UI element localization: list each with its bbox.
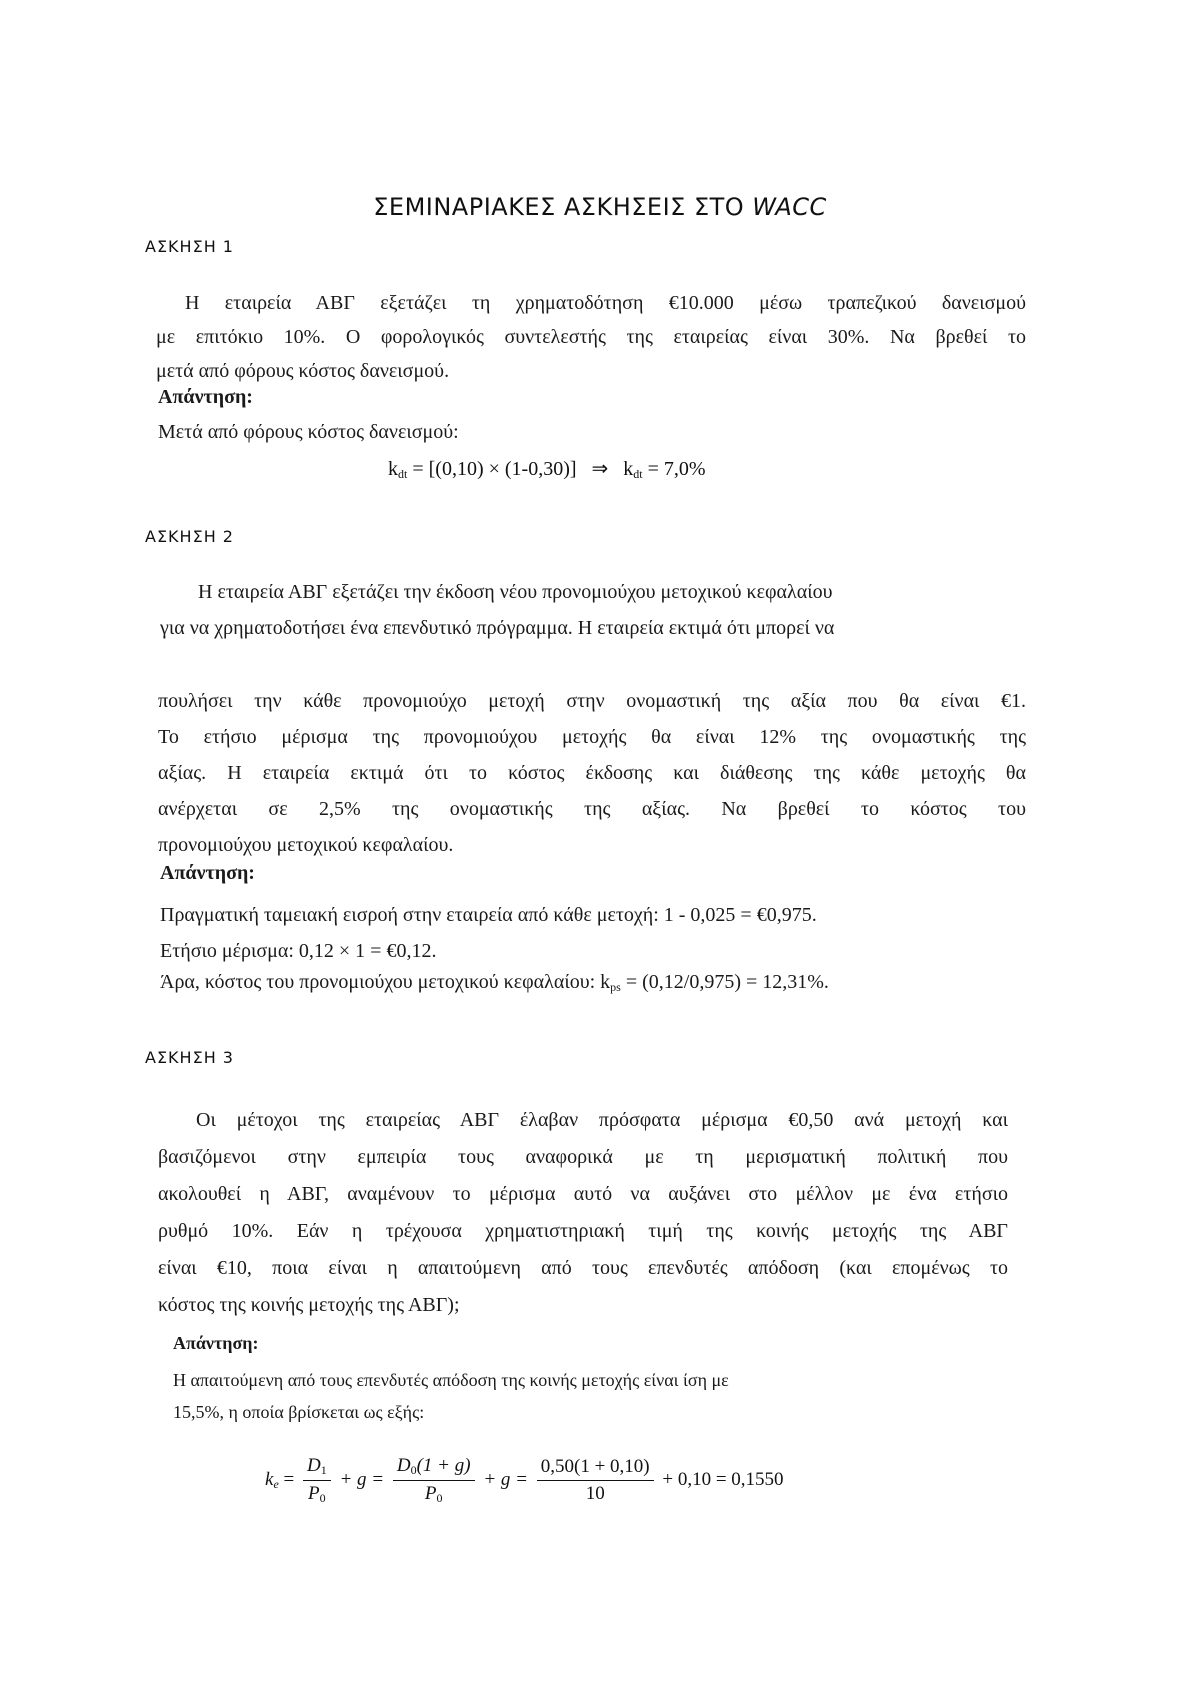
exercise-2-line: για να χρηματοδοτήσει ένα επενδυτικό πρόγραμμα. Η εταιρεία εκτιμά ότι μπορεί να — [160, 617, 835, 639]
exercise-1-line: με επιτόκιο 10%. Ο φορολογικός συντελεστής της εταιρείας είναι 30%. Να βρεθεί το — [156, 326, 1026, 348]
fraction-numeric: $\frac{0,50(1 + 0,10)}{10}$ — [537, 1456, 654, 1505]
exercise-1-heading: ΑΣΚΗΣΗ 1 — [145, 237, 234, 256]
exercise-3-line: βασιζόμενοι στην εμπειρία τους αναφορικά με τη μερισματική πολιτική που — [158, 1146, 1008, 1168]
exercise-2-line: ανέρχεται σε 2,5% της ονομαστικής της αξίας. Να βρεθεί το κόστος του — [158, 798, 1026, 820]
exercise-1-answer-label: Απάντηση: — [158, 386, 253, 408]
exercise-3-line: Οι μέτοχοι της εταιρείας ΑΒΓ έλαβαν πρόσφατα μέρισμα €0,50 ανά μετοχή και — [196, 1109, 1008, 1131]
fraction-d1-p0: $\frac{D_1}{P_0}$ — [303, 1455, 331, 1506]
exercise-2-heading: ΑΣΚΗΣΗ 2 — [145, 527, 234, 546]
exercise-3-line: κόστος της κοινής μετοχής της ΑΒΓ); — [158, 1294, 460, 1316]
exercise-3-answer-text — [173, 1364, 729, 1428]
exercise-2-line: Το ετήσιο μέρισμα της προνομιούχου μετοχής θα είναι 12% της ονομαστικής της — [158, 726, 1026, 748]
exercise-3-line: είναι €10, ποια είναι η απαιτούμενη από τους επενδυτές απόδοση (και επομένως το — [158, 1257, 1008, 1279]
formula-right: = 7,0% — [642, 458, 706, 480]
exercise-3-text — [158, 1102, 1008, 1324]
exercise-2-line: Η εταιρεία ΑΒΓ εξετάζει την έκδοση νέου προνομιούχου μετοχικού κεφαλαίου — [198, 581, 833, 603]
exercise-3-heading: ΑΣΚΗΣΗ 3 — [145, 1048, 234, 1067]
formula-left: = [(0,10) × (1-0,30)] ⇒ — [407, 458, 624, 480]
title-italic: WACC — [752, 193, 827, 221]
final-post: = (0,12/0,975) = 12,31%. — [620, 971, 829, 993]
exercise-3-answer-label: Απάντηση: — [173, 1333, 259, 1353]
exercise-1-answer-line: Μετά από φόρους κόστος δανεισμού: — [158, 421, 459, 443]
exercise-2-answer-line: Πραγματική ταμειακή εισροή στην εταιρεία από κάθε μετοχή: 1 - 0,025 = €0,975. — [160, 904, 817, 926]
formula-tail: + 0,10 = 0,1550 — [662, 1468, 784, 1490]
formula-plus-g: + g = — [339, 1468, 385, 1490]
exercise-3-line: ρυθμό 10%. Εάν η τρέχουσα χρηματιστηριακή τιμή της κοινής μετοχής της ΑΒΓ — [158, 1220, 1008, 1242]
exercise-2-line: αξίας. Η εταιρεία εκτιμά ότι το κόστος έκδοσης και διάθεσης της κάθε μετοχής θα — [158, 762, 1026, 784]
final-sub: ps — [610, 980, 621, 994]
exercise-2-line: πουλήσει την κάθε προνομιούχο μετοχή στην ονομαστική της αξία που θα είναι €1. — [158, 690, 1026, 712]
exercise-2-answer-label: Απάντηση: — [160, 862, 255, 884]
exercise-2-line: προνομιούχου μετοχικού κεφαλαίου. — [158, 834, 454, 856]
final-pre: Άρα, κόστος του προνομιούχου μετοχικού κεφαλαίου: k — [160, 971, 611, 993]
exercise-3-formula: $k_e$ = $\frac{D_1}{P_0}$ + g = $\frac{D_0(1 + g)}{P_0}$ + g = $\frac{0,50(1 + 0,10)}{10}$ + 0,10 = 0,1550 — [265, 1455, 784, 1505]
exercise-2-text-bottom — [158, 683, 1026, 863]
formula-ke-sub: e — [273, 1476, 279, 1491]
exercise-1-line: Η εταιρεία ΑΒΓ εξετάζει τη χρηματοδότηση €10.000 μέσω τραπεζικού δανεισμού — [185, 292, 1026, 314]
exercise-3-answer-line: Η απαιτούμενη από τους επενδυτές απόδοση της κοινής μετοχής είναι ίση με — [173, 1370, 729, 1390]
formula-sub: dt — [398, 467, 408, 481]
exercise-3-answer-line: 15,5%, η οποία βρίσκεται ως εξής: — [173, 1402, 425, 1422]
page-title — [0, 193, 1200, 221]
formula-plus-g-2: + g = — [483, 1468, 528, 1490]
exercise-1-line: μετά από φόρους κόστος δανεισμού. — [156, 360, 450, 382]
formula-ke: k — [265, 1468, 274, 1490]
formula-k: k — [623, 458, 634, 480]
exercise-2-answer-text — [160, 897, 817, 969]
fraction-d0-p0: $\frac{D_0(1 + g)}{P_0}$ — [393, 1455, 475, 1506]
exercise-2-final — [160, 971, 829, 995]
exercise-1-formula — [388, 456, 706, 482]
exercise-3-line: ακολουθεί η ΑΒΓ, αναμένουν το μέρισμα αυτό να αυξάνει στο μέλλον με ένα ετήσιο — [158, 1183, 1008, 1205]
exercise-1-text — [156, 286, 1026, 388]
title-main: ΣΕΜΙΝΑΡΙΑΚΕΣ ΑΣΚΗΣΕΙΣ ΣΤΟ — [373, 193, 753, 221]
formula-k: k — [388, 458, 398, 480]
exercise-2-text-top — [160, 574, 960, 646]
formula-sub: dt — [633, 467, 643, 481]
exercise-2-answer-line: Ετήσιο μέρισμα: 0,12 × 1 = €0,12. — [160, 940, 437, 962]
